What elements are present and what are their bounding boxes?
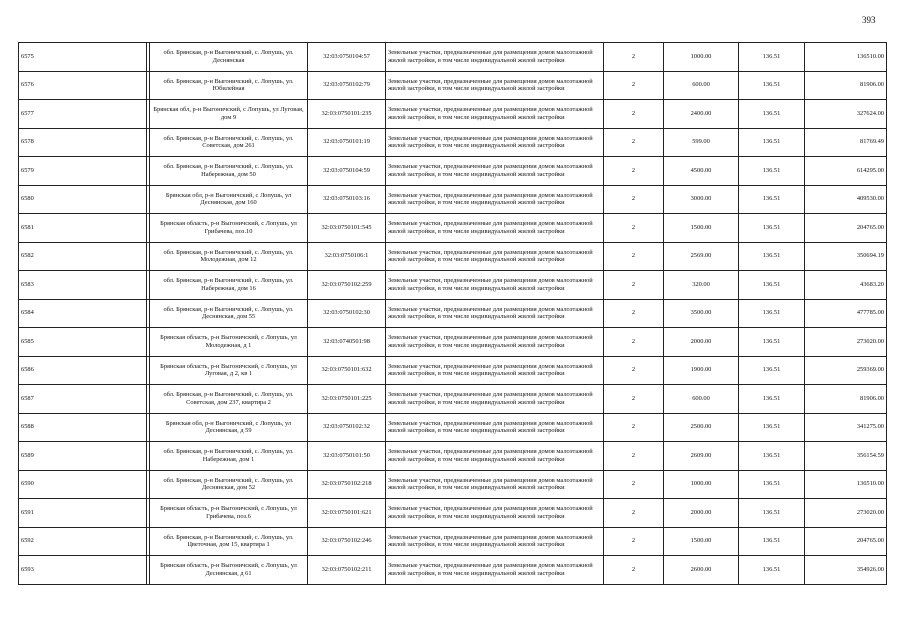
address-cell: обл. Брянская, р-н Выгоничский, с. Лопушь, ул. Набережная, дом 1 [150,442,308,471]
rate-cell: 136.51 [739,356,805,385]
area-cell: 2569.00 [664,242,739,271]
cadastral-value-cell: 136510.00 [805,43,887,72]
table-row [19,527,887,556]
table-row [19,43,887,72]
category-cell: 2 [604,71,664,100]
row-number: 6592 [19,527,147,556]
purpose-cell: Земельные участки, предназначенные для размещения домов малоэтажной жилой застройки, в том числе индивидуальной жилой застройки [386,43,604,72]
area-cell: 600.00 [664,385,739,414]
cadastral-number-cell: 32:03:0750101:19 [308,128,386,157]
rate-cell: 136.51 [739,185,805,214]
table-row [19,385,887,414]
area-cell: 1500.00 [664,527,739,556]
row-number: 6581 [19,214,147,243]
table-row [19,128,887,157]
purpose-cell: Земельные участки, предназначенные для размещения домов малоэтажной жилой застройки, в том числе индивидуальной жилой застройки [386,299,604,328]
cadastral-number-cell: 32:03:0750101:545 [308,214,386,243]
purpose-cell: Земельные участки, предназначенные для размещения домов малоэтажной жилой застройки, в том числе индивидуальной жилой застройки [386,157,604,186]
area-cell: 4500.00 [664,157,739,186]
cadastral-number-cell: 32:03:0750102:79 [308,71,386,100]
category-cell: 2 [604,328,664,357]
table-row [19,328,887,357]
cadastral-value-cell: 614295.00 [805,157,887,186]
cadastral-number-cell: 32:03:0750102:32 [308,413,386,442]
cadastral-number-cell: 32:03:0750103:16 [308,185,386,214]
table-row [19,442,887,471]
rate-cell: 136.51 [739,442,805,471]
cadastral-value-cell: 273020.00 [805,499,887,528]
row-number: 6585 [19,328,147,357]
land-registry-table [18,42,887,585]
address-cell: Брянская область, р-н Выгоничский, с Лопушь, ул Деснянская, д 61 [150,556,308,585]
cadastral-value-cell: 81906.00 [805,385,887,414]
table-row [19,413,887,442]
purpose-cell: Земельные участки, предназначенные для размещения домов малоэтажной жилой застройки, в том числе индивидуальной жилой застройки [386,499,604,528]
row-number: 6593 [19,556,147,585]
cadastral-number-cell: 32:03:0750102:259 [308,271,386,300]
purpose-cell: Земельные участки, предназначенные для размещения домов малоэтажной жилой застройки, в том числе индивидуальной жилой застройки [386,71,604,100]
category-cell: 2 [604,271,664,300]
area-cell: 1900.00 [664,356,739,385]
table-body [19,43,887,585]
row-number: 6587 [19,385,147,414]
cadastral-value-cell: 136510.00 [805,470,887,499]
rate-cell: 136.51 [739,385,805,414]
rate-cell: 136.51 [739,299,805,328]
address-cell: обл. Брянская, р-н Выгоничский, с. Лопушь, ул. Юбилейная [150,71,308,100]
area-cell: 2600.00 [664,556,739,585]
cadastral-number-cell: 32:03:0750102:246 [308,527,386,556]
address-cell: обл. Брянская, р-н Выгоничский, с. Лопушь, ул. Советская, дом 237, квартира 2 [150,385,308,414]
category-cell: 2 [604,385,664,414]
address-cell: Брянская обл, р-н Выгоничский, с Лопушь, ул Деснянская, д 59 [150,413,308,442]
area-cell: 320.00 [664,271,739,300]
rate-cell: 136.51 [739,499,805,528]
cadastral-value-cell: 273020.00 [805,328,887,357]
area-cell: 2609.00 [664,442,739,471]
cadastral-value-cell: 356154.59 [805,442,887,471]
cadastral-value-cell: 259369.00 [805,356,887,385]
cadastral-value-cell: 477785.00 [805,299,887,328]
address-cell: обл. Брянская, р-н Выгоничский, с. Лопушь, ул. Деснянская, дом 55 [150,299,308,328]
address-cell: обл. Брянская, р-н Выгоничский, с. Лопушь, ул. Набережная, дом 16 [150,271,308,300]
address-cell: обл. Брянская, р-н Выгоничский, с. Лопушь, ул. Деснянская, дом 52 [150,470,308,499]
cadastral-value-cell: 354926.00 [805,556,887,585]
row-number: 6579 [19,157,147,186]
category-cell: 2 [604,299,664,328]
row-number: 6588 [19,413,147,442]
table-row [19,271,887,300]
row-number: 6590 [19,470,147,499]
table-row [19,71,887,100]
rate-cell: 136.51 [739,43,805,72]
purpose-cell: Земельные участки, предназначенные для размещения домов малоэтажной жилой застройки, в том числе индивидуальной жилой застройки [386,242,604,271]
address-cell: обл. Брянская, р-н Выгоничский, с. Лопушь, ул. Деснянская [150,43,308,72]
area-cell: 3000.00 [664,185,739,214]
cadastral-number-cell: 32:03:0750101:235 [308,100,386,129]
address-cell: Брянская область, р-н Выгоничский, с Лопушь, ул Грибачева, поз.10 [150,214,308,243]
area-cell: 3500.00 [664,299,739,328]
purpose-cell: Земельные участки, предназначенные для размещения домов малоэтажной жилой застройки, в том числе индивидуальной жилой застройки [386,556,604,585]
cadastral-number-cell: 32:03:0740501:98 [308,328,386,357]
category-cell: 2 [604,499,664,528]
area-cell: 1000.00 [664,470,739,499]
cadastral-value-cell: 341275.00 [805,413,887,442]
cadastral-value-cell: 81906.00 [805,71,887,100]
purpose-cell: Земельные участки, предназначенные для размещения домов малоэтажной жилой застройки, в том числе индивидуальной жилой застройки [386,527,604,556]
purpose-cell: Земельные участки, предназначенные для размещения домов малоэтажной жилой застройки, в том числе индивидуальной жилой застройки [386,413,604,442]
cadastral-value-cell: 204765.00 [805,214,887,243]
row-number: 6584 [19,299,147,328]
category-cell: 2 [604,100,664,129]
category-cell: 2 [604,43,664,72]
category-cell: 2 [604,356,664,385]
row-number: 6576 [19,71,147,100]
address-cell: Брянская область, р-н Выгоничский, с Лопушь, ул Луговая, д 2, кв 1 [150,356,308,385]
category-cell: 2 [604,214,664,243]
rate-cell: 136.51 [739,128,805,157]
table-row [19,157,887,186]
rate-cell: 136.51 [739,271,805,300]
table-row [19,185,887,214]
table-row [19,242,887,271]
area-cell: 2400.00 [664,100,739,129]
cadastral-number-cell: 32:03:0750101:632 [308,356,386,385]
cadastral-number-cell: 32:03:0750101:50 [308,442,386,471]
table-row [19,356,887,385]
rate-cell: 136.51 [739,214,805,243]
row-number: 6582 [19,242,147,271]
cadastral-value-cell: 350694.19 [805,242,887,271]
rate-cell: 136.51 [739,556,805,585]
cadastral-number-cell: 32:03:0750101:225 [308,385,386,414]
rate-cell: 136.51 [739,71,805,100]
category-cell: 2 [604,128,664,157]
purpose-cell: Земельные участки, предназначенные для размещения домов малоэтажной жилой застройки, в том числе индивидуальной жилой застройки [386,214,604,243]
area-cell: 599.00 [664,128,739,157]
purpose-cell: Земельные участки, предназначенные для размещения домов малоэтажной жилой застройки, в том числе индивидуальной жилой застройки [386,271,604,300]
category-cell: 2 [604,470,664,499]
cadastral-value-cell: 204765.00 [805,527,887,556]
area-cell: 2000.00 [664,499,739,528]
purpose-cell: Земельные участки, предназначенные для размещения домов малоэтажной жилой застройки, в том числе индивидуальной жилой застройки [386,185,604,214]
cadastral-number-cell: 32:03:0750104:57 [308,43,386,72]
purpose-cell: Земельные участки, предназначенные для размещения домов малоэтажной жилой застройки, в том числе индивидуальной жилой застройки [386,385,604,414]
purpose-cell: Земельные участки, предназначенные для размещения домов малоэтажной жилой застройки, в том числе индивидуальной жилой застройки [386,128,604,157]
cadastral-number-cell: 32:03:0750104:59 [308,157,386,186]
rate-cell: 136.51 [739,413,805,442]
table-row [19,214,887,243]
purpose-cell: Земельные участки, предназначенные для размещения домов малоэтажной жилой застройки, в том числе индивидуальной жилой застройки [386,442,604,471]
table-row [19,556,887,585]
cadastral-value-cell: 409530.00 [805,185,887,214]
cadastral-number-cell: 32:03:0750102:30 [308,299,386,328]
row-number: 6580 [19,185,147,214]
row-number: 6577 [19,100,147,129]
address-cell: обл. Брянская, р-н Выгоничский, с. Лопушь, ул. Набережная, дом 50 [150,157,308,186]
address-cell: обл. Брянская, р-н Выгоничский, с. Лопушь, ул. Цветочная, дом 15, квартира 1 [150,527,308,556]
rate-cell: 136.51 [739,328,805,357]
category-cell: 2 [604,442,664,471]
address-cell: Брянская область, р-н Выгоничский, с Лопушь, ул Грибачева, поз.6 [150,499,308,528]
row-number: 6586 [19,356,147,385]
area-cell: 1000.00 [664,43,739,72]
cadastral-number-cell: 32:03:0750101:621 [308,499,386,528]
rate-cell: 136.51 [739,242,805,271]
category-cell: 2 [604,556,664,585]
rate-cell: 136.51 [739,527,805,556]
purpose-cell: Земельные участки, предназначенные для размещения домов малоэтажной жилой застройки, в том числе индивидуальной жилой застройки [386,100,604,129]
category-cell: 2 [604,413,664,442]
category-cell: 2 [604,527,664,556]
page-number: 393 [862,15,876,25]
address-cell: Брянская область, р-н Выгоничский, с Лопушь, ул Молодежная, д 1 [150,328,308,357]
row-number: 6591 [19,499,147,528]
area-cell: 2500.00 [664,413,739,442]
row-number: 6583 [19,271,147,300]
address-cell: Брянская обл, р-н Выгоничский, с Лопушь, ул Луговая, дом 9 [150,100,308,129]
address-cell: обл. Брянская, р-н Выгоничский, с. Лопушь, ул. Молодежная, дом 12 [150,242,308,271]
cadastral-value-cell: 81769.49 [805,128,887,157]
table-row [19,499,887,528]
rate-cell: 136.51 [739,470,805,499]
rate-cell: 136.51 [739,100,805,129]
category-cell: 2 [604,185,664,214]
area-cell: 1500.00 [664,214,739,243]
table-row [19,470,887,499]
category-cell: 2 [604,242,664,271]
cadastral-number-cell: 32:03:0750102:218 [308,470,386,499]
address-cell: обл. Брянская, р-н Выгоничский, с. Лопушь, ул. Советская, дом 261 [150,128,308,157]
category-cell: 2 [604,157,664,186]
purpose-cell: Земельные участки, предназначенные для размещения домов малоэтажной жилой застройки, в том числе индивидуальной жилой застройки [386,328,604,357]
purpose-cell: Земельные участки, предназначенные для размещения домов малоэтажной жилой застройки, в том числе индивидуальной жилой застройки [386,470,604,499]
cadastral-value-cell: 327624.00 [805,100,887,129]
area-cell: 2000.00 [664,328,739,357]
rate-cell: 136.51 [739,157,805,186]
address-cell: Брянская обл, р-н Выгоничский, с Лопушь, ул Деснянская, дом 160 [150,185,308,214]
row-number: 6575 [19,43,147,72]
purpose-cell: Земельные участки, предназначенные для размещения домов малоэтажной жилой застройки, в том числе индивидуальной жилой застройки [386,356,604,385]
cadastral-number-cell: 32:03:0750102:211 [308,556,386,585]
cadastral-value-cell: 43683.20 [805,271,887,300]
table-row [19,299,887,328]
cadastral-number-cell: 32:03:0750106:1 [308,242,386,271]
table-row [19,100,887,129]
row-number: 6589 [19,442,147,471]
area-cell: 600.00 [664,71,739,100]
row-number: 6578 [19,128,147,157]
